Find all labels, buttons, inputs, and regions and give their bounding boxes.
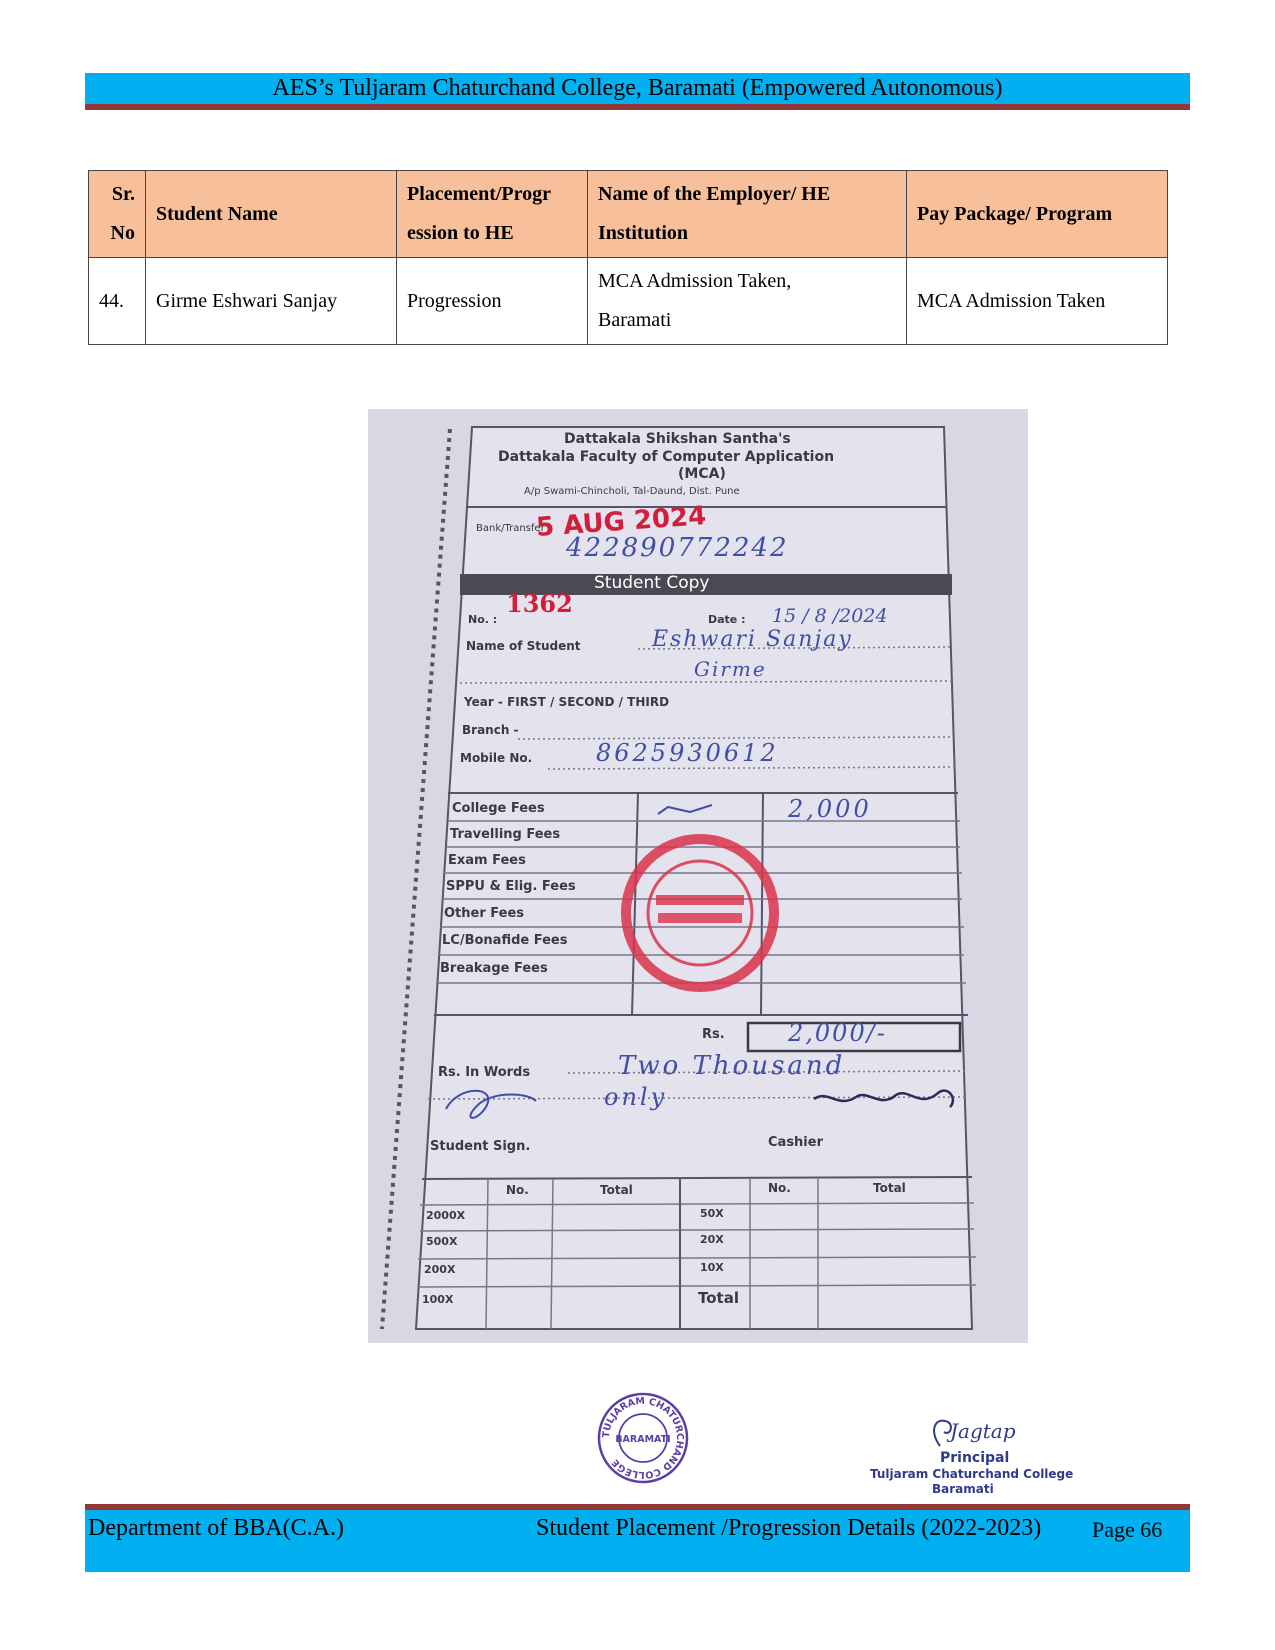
denom-header-no-left: No. — [506, 1183, 529, 1197]
receipt-student-name: Eshwari Sanjay — [652, 627, 853, 652]
receipt-fee-college: College Fees — [452, 801, 545, 816]
fee-receipt-photo — [368, 409, 1028, 1343]
receipt-branch-label: Branch - — [462, 723, 519, 737]
receipt-words-value: Two Thousand — [618, 1051, 846, 1081]
cell-status: Progression — [397, 258, 588, 345]
receipt-fee-lc-bonafide: LC/Bonafide Fees — [442, 933, 568, 948]
header-sr-no: Sr. No — [89, 171, 146, 258]
receipt-bank-ref: 422890772242 — [566, 533, 789, 563]
header-rule — [85, 104, 1190, 110]
table-header-row — [89, 171, 1168, 258]
denom-50: 50X — [700, 1207, 724, 1220]
signature-scrawl — [870, 1410, 1080, 1450]
receipt-fee-sppu: SPPU & Elig. Fees — [446, 879, 576, 894]
denom-header-total-left: Total — [600, 1183, 633, 1197]
header-student-name: Student Name — [146, 171, 397, 258]
denom-200: 200X — [424, 1263, 456, 1276]
denom-total: Total — [698, 1289, 739, 1307]
receipt-mobile-value: 8625930612 — [596, 739, 779, 767]
placement-table — [88, 170, 1168, 345]
cell-employer: MCA Admission Taken, Baramati — [588, 258, 907, 345]
cell-student-name: Girme Eshwari Sanjay — [146, 258, 397, 345]
cell-sr-no: 44. — [89, 258, 146, 345]
receipt-fee-exam: Exam Fees — [448, 853, 526, 868]
denom-500: 500X — [426, 1235, 458, 1248]
denom-100: 100X — [422, 1293, 454, 1306]
footer-details: Student Placement /Progression Details (2022-2023) — [536, 1515, 1042, 1541]
svg-text:TULJARAM CHATURCHAND COLLEGE: TULJARAM CHATURCHAND COLLEGE — [600, 1395, 686, 1481]
header-pay-package: Pay Package/ Program — [907, 171, 1168, 258]
receipt-program: (MCA) — [678, 466, 726, 482]
signature-place: Baramati — [932, 1482, 994, 1496]
denom-10: 10X — [700, 1261, 724, 1274]
college-seal — [597, 1392, 689, 1484]
denom-header-no-right: No. — [768, 1181, 791, 1195]
receipt-student-sign-label: Student Sign. — [430, 1139, 531, 1154]
receipt-date-label: Date : — [708, 613, 746, 626]
receipt-no-label: No. : — [468, 613, 498, 626]
receipt-fee-travelling: Travelling Fees — [450, 827, 561, 842]
footer-page-number: Page 66 — [1092, 1517, 1163, 1542]
header-placement-progression: Placement/Progr ession to HE — [397, 171, 588, 258]
denom-2000: 2000X — [426, 1209, 466, 1222]
svg-text:Jagtap: Jagtap — [950, 1419, 1016, 1443]
receipt-date-value: 15 / 8 /2024 — [772, 605, 888, 627]
receipt-number: 1362 — [506, 589, 573, 618]
receipt-fee-other: Other Fees — [444, 906, 524, 921]
receipt-student-label: Name of Student — [466, 639, 581, 653]
signature-title: Principal — [940, 1450, 1010, 1466]
receipt-address: A/p Swami-Chincholi, Tal-Daund, Dist. Pune — [524, 486, 740, 497]
receipt-org: Dattakala Shikshan Santha's — [564, 431, 791, 447]
receipt-rs-label: Rs. — [702, 1027, 725, 1042]
receipt-college-fee-amount: 2,000 — [788, 795, 872, 823]
denom-header-total-right: Total — [873, 1181, 906, 1195]
receipt-rs-value: 2,000/- — [788, 1019, 887, 1047]
footer-department: Department of BBA(C.A.) — [88, 1515, 344, 1541]
receipt-bank-date-stamp: 5 AUG 2024 — [535, 501, 708, 543]
receipt-copy-label: Student Copy — [594, 573, 710, 593]
receipt-bank-label: Bank/Transfer — [476, 523, 545, 534]
cell-pay-package: MCA Admission Taken — [907, 258, 1168, 345]
receipt-red-stamp — [626, 839, 774, 987]
header-employer-institution: Name of the Employer/ HE Institution — [588, 171, 907, 258]
receipt-words-only: only — [604, 1083, 668, 1111]
signature-college: Tuljaram Chaturchand College — [870, 1467, 1074, 1481]
receipt-year-label: Year - FIRST / SECOND / THIRD — [464, 695, 670, 709]
table-row — [89, 258, 1168, 345]
receipt-words-label: Rs. In Words — [438, 1065, 531, 1080]
principal-signature-block — [870, 1410, 1080, 1500]
seal-center-text: BARAMATI — [615, 1434, 671, 1445]
denom-20: 20X — [700, 1233, 724, 1246]
receipt-cashier-label: Cashier — [768, 1135, 823, 1150]
receipt-fee-breakage: Breakage Fees — [440, 961, 548, 976]
receipt-faculty: Dattakala Faculty of Computer Application — [498, 449, 835, 465]
receipt-mobile-label: Mobile No. — [460, 751, 533, 765]
page-header-title: AES’s Tuljaram Chaturchand College, Baramati (Empowered Autonomous) — [272, 75, 1003, 101]
receipt-student-surname: Girme — [694, 657, 767, 681]
